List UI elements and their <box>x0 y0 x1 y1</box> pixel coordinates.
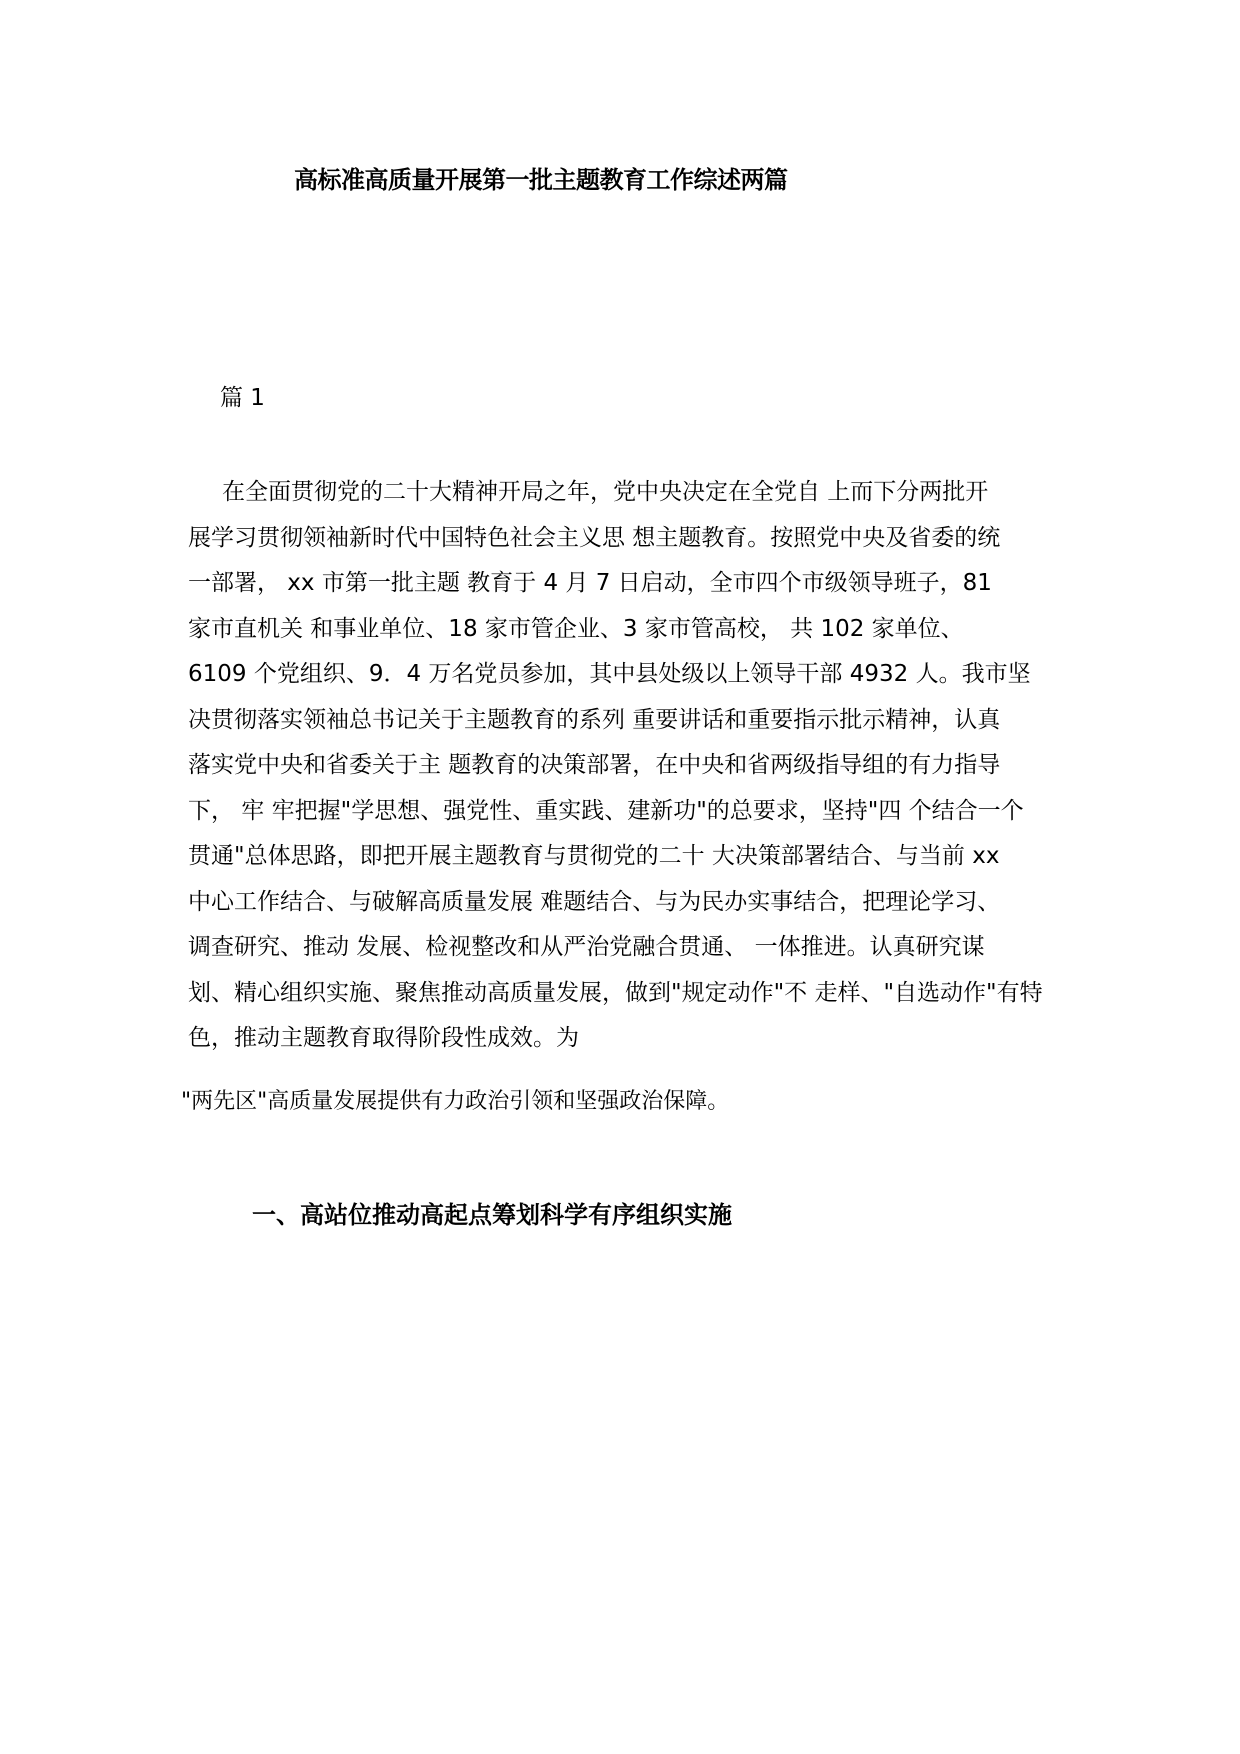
paragraph-continuation: "两先区"高质量发展提供有力政治引领和坚强政治保障。 <box>181 1089 730 1114</box>
paragraph-line: 贯通"总体思路，即把开展主题教育与贯彻党的二十 大决策部署结合、与当前 xx <box>188 843 1000 869</box>
paragraph-line: 中心工作结合、与破解高质量发展 难题结合、与为民办实事结合，把理论学习、 <box>188 888 1001 915</box>
paragraph-line: 调查研究、推动 发展、检视整改和从严治党融合贯通、 一体推进。认真研究谋 <box>188 934 985 960</box>
paragraph-line: 一部署， xx 市第一批主题 教育于 4 月 7 日启动，全市四个市级领导班子，81 <box>188 570 992 596</box>
paragraph-line: 在全面贯彻党的二十大精神开局之年，党中央决定在全党自 上而下分两批开 <box>222 479 989 505</box>
document-title: 高标准高质量开展第一批主题教育工作综述两篇 <box>294 166 788 194</box>
paragraph-line: 下， 牢 牢把握"学思想、强党性、重实践、建新功"的总要求，坚持"四 个结合一个 <box>188 797 1024 824</box>
paragraph-line: 决贯彻落实领袖总书记关于主题教育的系列 重要讲话和重要指示批示精神，认真 <box>188 706 1001 733</box>
chapter-label: 篇 1 <box>220 385 265 411</box>
paragraph-line: 落实党中央和省委关于主 题教育的决策部署，在中央和省两级指导组的有力指导 <box>188 752 1001 778</box>
paragraph-line: 划、精心组织实施、聚焦推动高质量发展，做到"规定动作"不 走样、"自选动作"有特 <box>188 979 1043 1006</box>
section-heading: 一、高站位推动高起点筹划科学有序组织实施 <box>252 1201 732 1229</box>
paragraph-line: 家市直机关 和事业单位、18 家市管企业、3 家市管高校， 共 102 家单位、 <box>188 615 964 642</box>
paragraph-line: 展学习贯彻领袖新时代中国特色社会主义思 想主题教育。按照党中央及省委的统 <box>188 524 1001 551</box>
paragraph-line: 色，推动主题教育取得阶段性成效。为 <box>188 1025 579 1051</box>
paragraph-line: 6109 个党组织、9．4 万名党员参加，其中县处级以上领导干部 4932 人。我市坚 <box>188 661 1031 687</box>
body-paragraph <box>188 470 1068 1062</box>
